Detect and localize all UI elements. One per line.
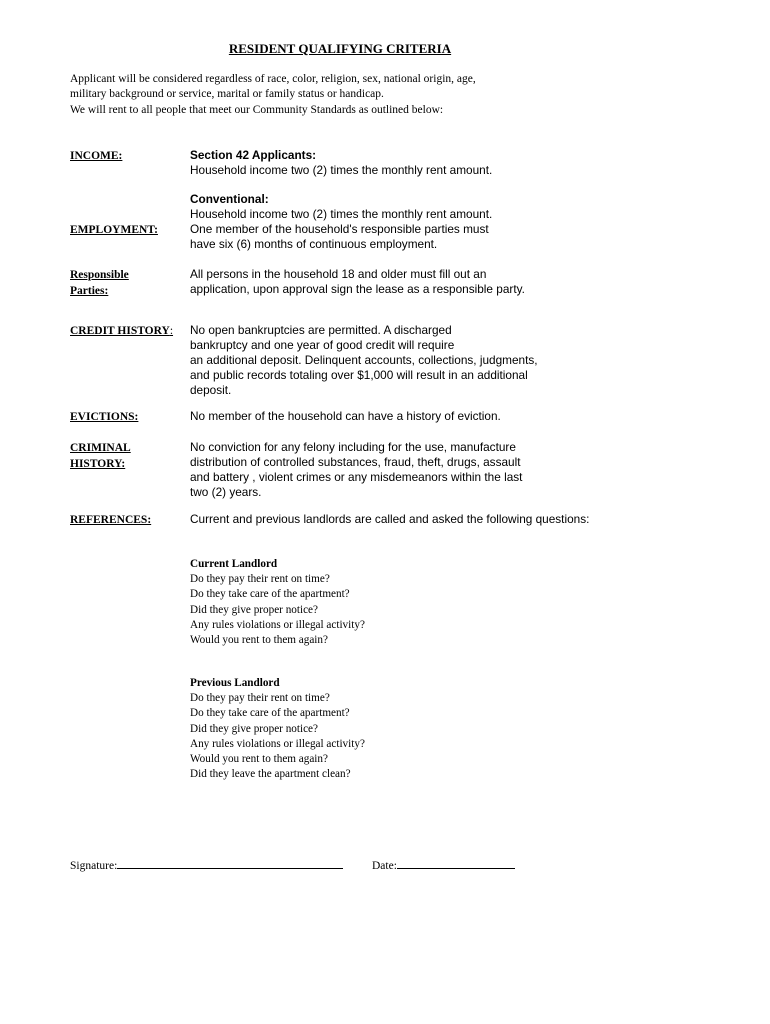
question-item: Any rules violations or illegal activity? [190,618,365,631]
references-line: Current and previous landlords are called and asked the following questions: [190,512,590,526]
credit-line: deposit. [190,383,232,397]
references-text [190,512,589,527]
question-item: Did they leave the apartment clean? [190,768,351,781]
credit-label-text: CREDIT HISTORY [70,325,170,337]
current-landlord-heading: Current Landlord [190,558,278,570]
previous-landlord-heading: Previous Landlord [190,677,280,689]
credit-label-colon: : [169,325,174,337]
references-label: REFERENCES: [70,514,152,526]
criminal-line: distribution of controlled substances, fraud, theft, drugs, assault [190,455,521,469]
employment-line: have six (6) months of continuous employment. [190,237,438,251]
signature-label: Signature: [70,860,118,872]
credit-line: and public records totaling over $1,000 will result in an additional [190,368,528,382]
question-item: Do they take care of the apartment? [190,588,350,601]
criminal-history-text [190,440,522,500]
employment-label: EMPLOYMENT: [70,224,158,236]
question-item: Any rules violations or illegal activity? [190,737,365,750]
criminal-line: two (2) years. [190,485,262,499]
label-line: HISTORY: [70,458,126,470]
question-item: Did they give proper notice? [190,722,318,735]
income-section [190,148,492,178]
criminal-line: No conviction for any felony including for the use, manufacture [190,440,516,454]
responsible-line: application, upon approval sign the lease as a responsible party. [190,282,525,296]
label-line: CRIMINAL [70,442,131,454]
conventional-section [190,192,492,222]
credit-line: an additional deposit. Delinquent accounts, collections, judgments, [190,353,538,367]
credit-history-text [190,323,538,398]
credit-history-label [70,323,173,339]
intro-line: Applicant will be considered regardless of race, color, religion, sex, national origin, age, [70,73,476,85]
signature-field[interactable] [70,858,343,872]
intro-line: We will rent to all people that meet our Community Standards as outlined below: [70,103,444,116]
current-landlord-section [190,557,365,648]
responsible-line: All persons in the household 18 and older must fill out an [190,267,487,281]
employment-line: One member of the household's responsible parties must [190,222,489,236]
evictions-line: No member of the household can have a history of eviction. [190,409,501,423]
income-label: INCOME: [70,150,123,162]
page-title: RESIDENT QUALIFYING CRITERIA [228,41,452,56]
question-item: Do they pay their rent on time? [190,692,330,705]
date-line[interactable] [397,858,515,869]
date-label: Date: [372,860,397,872]
intro-line: military background or service, marital or family status or handicap. [70,88,384,101]
section42-heading: Section 42 Applicants: [190,148,317,162]
previous-landlord-section [190,676,365,782]
employment-text [190,222,489,252]
label-line: Parties: [70,285,109,297]
evictions-label: EVICTIONS: [70,411,139,423]
criminal-history-label [70,440,131,472]
criminal-line: and battery , violent crimes or any misdemeanors within the last [190,470,523,484]
credit-line: No open bankruptcies are permitted. A discharged [190,323,452,337]
question-item: Do they pay their rent on time? [190,573,330,586]
responsible-parties-label [70,267,129,299]
date-field[interactable] [372,858,515,872]
credit-line: bankruptcy and one year of good credit will require [190,338,455,352]
question-item: Would you rent to them again? [190,634,328,647]
conventional-heading: Conventional: [190,192,269,206]
evictions-text [190,409,501,424]
conventional-text: Household income two (2) times the monthly rent amount. [190,207,493,221]
label-line: Responsible [70,269,129,281]
responsible-parties-text [190,267,525,297]
question-item: Do they take care of the apartment? [190,707,350,720]
signature-line[interactable] [117,858,343,869]
question-item: Would you rent to them again? [190,753,328,766]
section42-text: Household income two (2) times the monthly rent amount. [190,163,493,177]
question-item: Did they give proper notice? [190,603,318,616]
intro-paragraph [70,72,476,118]
